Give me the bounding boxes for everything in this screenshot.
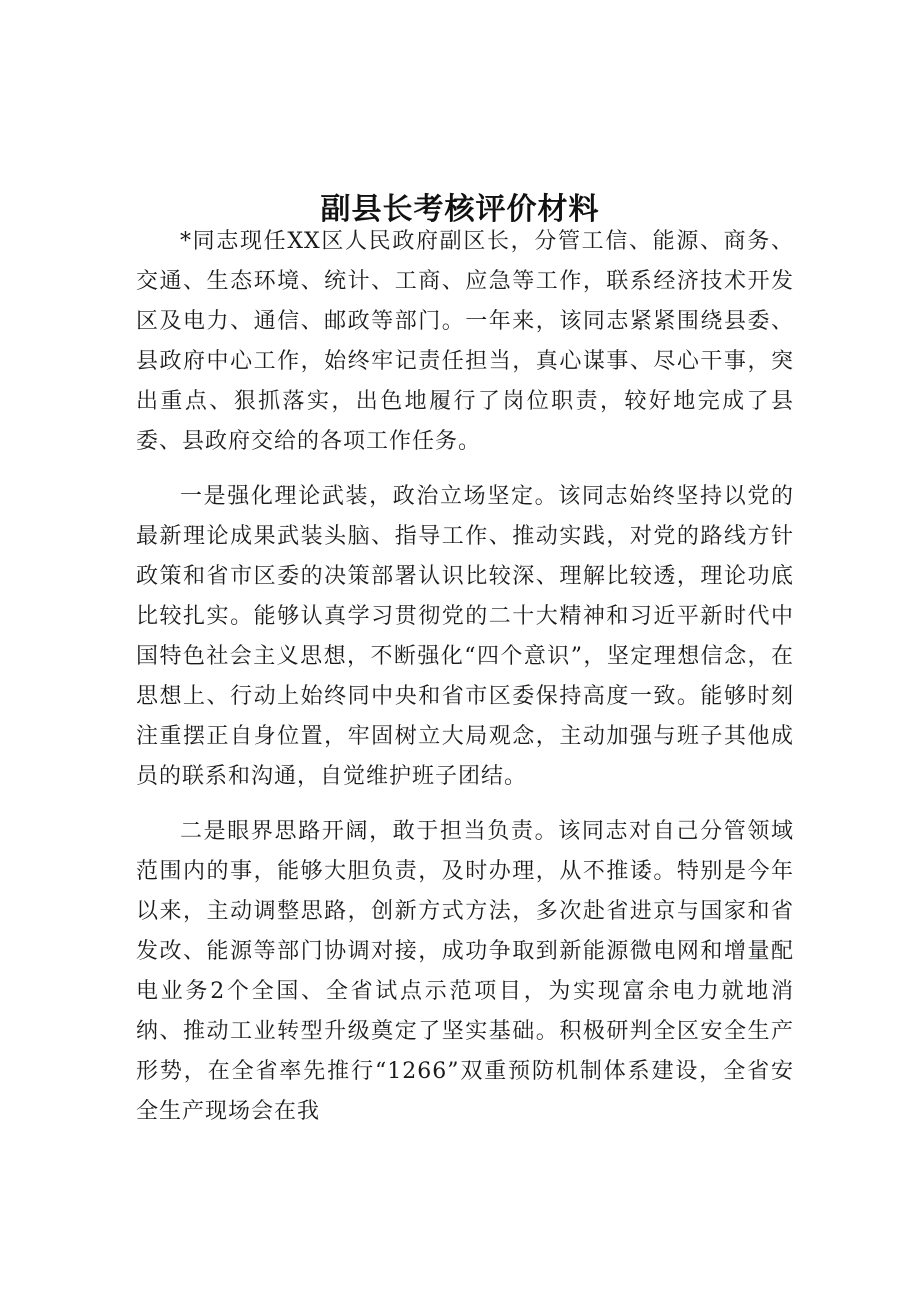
paragraph-responsibility: 二是眼界思路开阔，敢于担当负责。该同志对自己分管领域范围内的事，能够大胆负责，及时办理，从不推诿。特别是今年以来，主动调整思路，创新方式方法，多次赴省进京与国家和省发改、能源等部门协调对接，成功争取到新能源微电网和增量配电业务2个全国、全省试点示范项目，为实现富余电力就地消纳、推动工业转型升级奠定了坚实基础。积极研判全区安全生产形势，在全省率先推行“1266”双重预防机制体系建设，全省安全生产现场会在我	[136, 819, 794, 1124]
document-body	[136, 222, 794, 1147]
document-title: 副县长考核评价材料	[320, 192, 600, 228]
paragraph-intro: *同志现任XX区人民政府副区长，分管工信、能源、商务、交通、生态环境、统计、工商、应急等工作，联系经济技术开发区及电力、通信、邮政等部门。一年来，该同志紧紧围绕县委、县政府中心工作，始终牢记责任担当，真心谋事、尽心干事，突出重点、狠抓落实，出色地履行了岗位职责，较好地完成了县委、县政府交给的各项工作任务。	[136, 229, 794, 454]
paragraph-theory: 一是强化理论武装，政治立场坚定。该同志始终坚持以党的最新理论成果武装头脑、指导工作、推动实践，对党的路线方针政策和省市区委的决策部署认识比较深、理解比较透，理论功底比较扎实。能够认真学习贯彻党的二十大精神和习近平新时代中国特色社会主义思想，不断强化“四个意识”，坚定理想信念，在思想上、行动上始终同中央和省市区委保持高度一致。能够时刻注重摆正自身位置，牢固树立大局观念，主动加强与班子其他成员的联系和沟通，自觉维护班子团结。	[136, 484, 794, 789]
